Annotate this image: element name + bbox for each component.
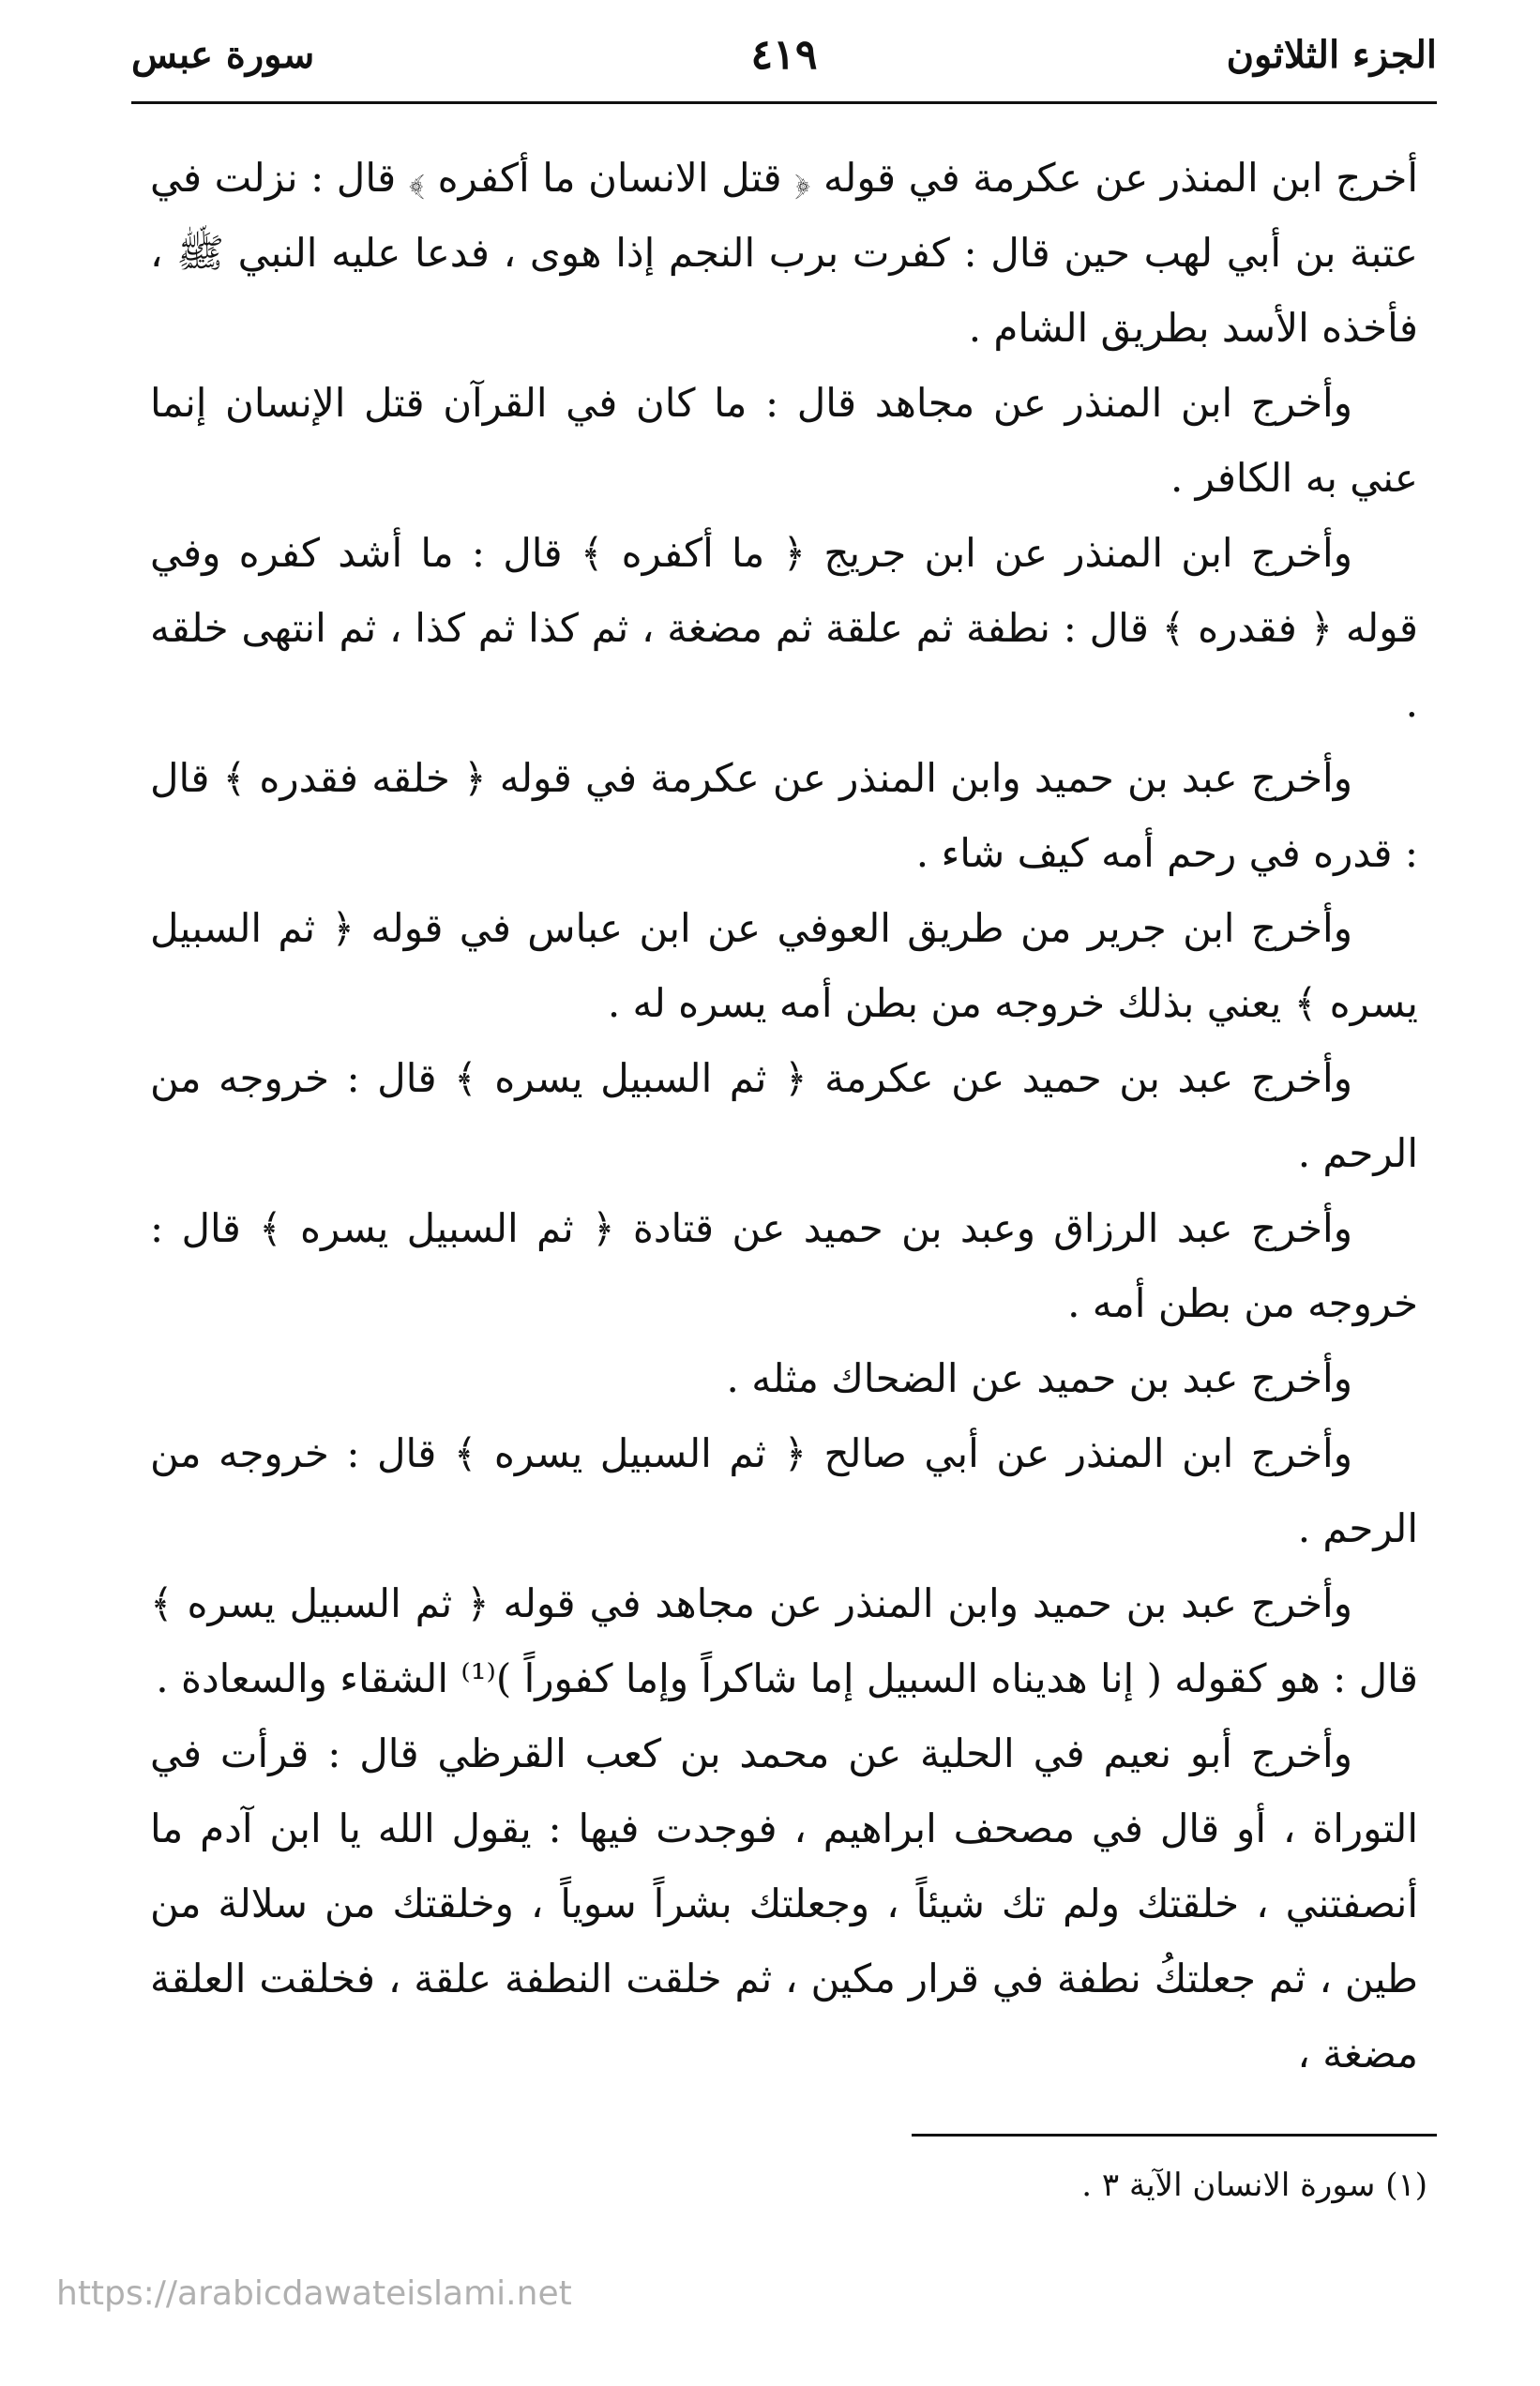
paragraph: وأخرج ابن المنذر عن ابن جريج ﴿ ما أكفره ﴾ قال : ما أشد كفره وفي قوله ﴿ فقدره ﴾ قال : نطفة ثم علقة ثم مضغة ، ثم كذا ثم كذا ، ثم انتهى خلقه . [150,530,1418,726]
page-header [131,26,1437,83]
footnote: (١) سورة الانسان الآية ٣ . [1081,2167,1427,2204]
part-title: الجزء الثلاثون [1226,32,1437,77]
paragraph: وأخرج عبد الرزاق وعبد بن حميد عن قتادة ﴿ ثم السبيل يسره ﴾ قال : خروجه من بطن أمه . [150,1205,1418,1326]
paragraph: وأخرج ابن المنذر عن مجاهد قال : ما كان في القرآن قتل الإنسان إنما عني به الكافر . [150,380,1418,501]
paragraph: وأخرج عبد بن حميد عن عكرمة ﴿ ثم السبيل يسره ﴾ قال : خروجه من الرحم . [150,1055,1418,1176]
footnote-divider [912,2134,1437,2137]
paragraph: وأخرج عبد بن حميد وابن المنذر عن عكرمة في قوله ﴿ خلقه فقدره ﴾ قال : قدره في رحم أمه كيف شاء . [150,755,1418,876]
watermark-url: https://arabicdawateislami.net [56,2274,572,2313]
paragraph: أخرج ابن المنذر عن عكرمة في قوله ﴿ قتل الانسان ما أكفره ﴾ قال : نزلت في عتبة بن أبي لهب حين قال : كفرت برب النجم إذا هوى ، فدعا عليه النبي ﷺ ، فأخذه الأسد بطريق الشام . [150,155,1418,351]
paragraph: وأخرج عبد بن حميد عن الضحاك مثله . [726,1355,1352,1401]
header-divider [131,101,1437,104]
paragraph: وأخرج ابن المنذر عن أبي صالح ﴿ ثم السبيل يسره ﴾ قال : خروجه من الرحم . [150,1430,1418,1551]
page-number: ٤١٩ [750,30,818,79]
paragraph: وأخرج ابن جرير من طريق العوفي عن ابن عباس في قوله ﴿ ثم السبيل يسره ﴾ يعني بذلك خروجه من بطن أمه يسره له . [150,905,1418,1026]
paragraph: وأخرج عبد بن حميد وابن المنذر عن مجاهد في قوله ﴿ ثم السبيل يسره ﴾ قال : هو كقوله ( إنا هديناه السبيل إما شاكراً وإما كفوراً )⁽¹⁾ الشقاء والسعادة . [150,1580,1418,1701]
surah-title: سورة عبس [131,32,315,77]
body-text [150,141,1418,2092]
paragraph: وأخرج أبو نعيم في الحلية عن محمد بن كعب القرظي قال : قرأت في التوراة ، أو قال في مصحف ابراهيم ، فوجدت فيها : يقول الله يا ابن آدم ما أنصفتني ، خلقتك ولم تك شيئاً ، وجعلتك بشراً سوياً ، وخلقتك من سلالة من طين ، ثم جعلتكُ نطفة في قرار مكين ، ثم خلقت النطفة علقة ، فخلقت العلقة مضغة ، [150,1730,1418,2076]
